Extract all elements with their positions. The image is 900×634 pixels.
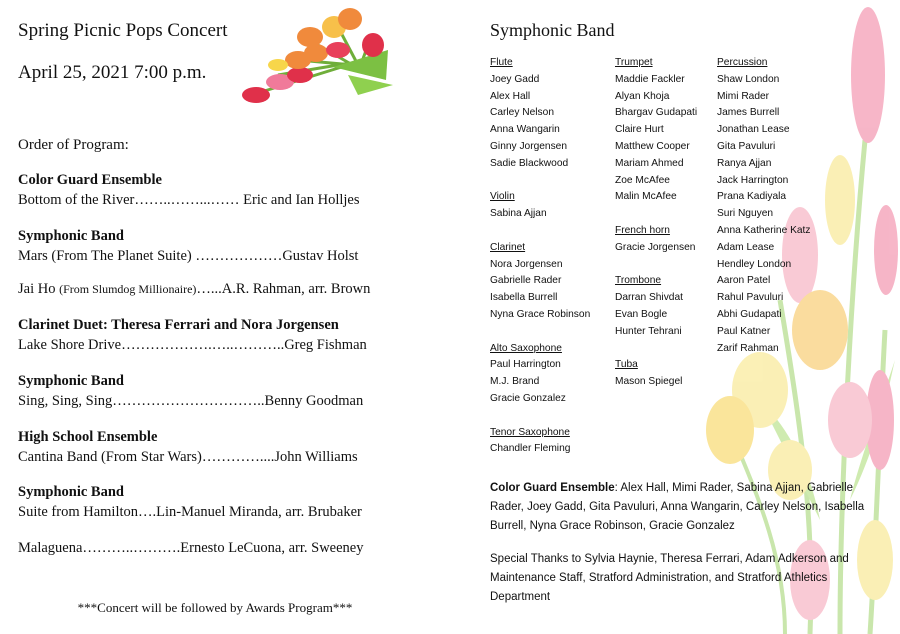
musician-name: Paul Katner <box>717 325 771 337</box>
musician-name: Suri Nguyen <box>717 208 774 220</box>
roster-page <box>460 0 900 634</box>
program-piece: Mars (From The Planet Suite) ………………Gustav Holst <box>18 248 359 264</box>
piece-composer: …...A.R. Rahman, arr. Brown <box>196 281 371 297</box>
program-item <box>18 170 360 210</box>
musician-name: Gabrielle Rader <box>490 275 562 287</box>
concert-date: April 25, 2021 7:00 p.m. <box>18 62 207 83</box>
musician-name: Paul Harrington <box>490 359 561 371</box>
order-of-program-heading: Order of Program: <box>18 137 129 153</box>
color-guard-roster <box>490 479 890 536</box>
musician-name: Hendley London <box>717 258 792 270</box>
musician-name: Ginny Jorgensen <box>490 140 568 152</box>
section-heading: Trombone <box>615 275 662 287</box>
section-heading: Percussion <box>717 57 768 68</box>
roster-column <box>615 55 697 391</box>
musician-name: Evan Bogle <box>615 308 668 320</box>
musician-name: Alyan Khoja <box>615 90 670 102</box>
color-guard-names: : Alex Hall, Mimi Rader, Sabina Ajjan, Gabrielle Rader, Joey Gadd, Gita Pavuluri, Anna Wangarin, Carley Nelson, Isabella Burrell, Nyna Grace Robinson, Gracie Gonzalez <box>490 482 865 532</box>
program-heading: High School Ensemble <box>18 429 158 445</box>
musician-name: Zoe McAfee <box>615 174 670 186</box>
musician-name: Sadie Blackwood <box>490 157 569 169</box>
program-heading: Color Guard Ensemble <box>18 172 162 188</box>
tulip-bouquet-illustration <box>238 5 398 105</box>
color-guard-label: Color Guard Ensemble <box>490 482 615 494</box>
program-piece: Suite from Hamilton….Lin-Manuel Miranda, arr. Brubaker <box>18 504 362 520</box>
musician-name: Mariam Ahmed <box>615 157 684 169</box>
musician-name: Nyna Grace Robinson <box>490 308 591 320</box>
awards-footer: ***Concert will be followed by Awards Program*** <box>77 600 353 615</box>
section-heading: Trumpet <box>615 57 653 68</box>
section-heading: Violin <box>490 191 515 203</box>
musician-name: Rahul Pavuluri <box>717 292 784 304</box>
musician-name: Prana Kadiyala <box>717 191 787 203</box>
program-piece: Bottom of the River……..……...…… Eric and Ian Holljes <box>18 192 360 208</box>
musician-name: Bhargav Gudapati <box>615 107 698 119</box>
section-heading: Tuba <box>615 359 638 371</box>
roster-column <box>490 55 590 458</box>
section-heading: Alto Saxophone <box>490 342 562 354</box>
piece-title: Jai Ho <box>18 281 60 297</box>
roster-column <box>717 55 810 357</box>
special-thanks: Special Thanks to Sylvia Haynie, Theresa Ferrari, Adam Adkerson and Maintenance Staff, Stratford Administration, and Stratford Athletics Department <box>490 553 849 603</box>
section-heading: Clarinet <box>490 241 526 253</box>
musician-name: Matthew Cooper <box>615 140 690 152</box>
program-item <box>18 371 363 411</box>
program-item <box>18 315 367 355</box>
program-piece: Lake Shore Drive……………….…..………..Greg Fishman <box>18 337 367 353</box>
musician-name: Aaron Patel <box>717 275 771 287</box>
program-heading: Symphonic Band <box>18 484 124 500</box>
musician-name: Alex Hall <box>490 90 531 102</box>
program-piece: Sing, Sing, Sing…………………………..Benny Goodman <box>18 393 364 409</box>
program-piece: Malaguena………..……….Ernesto LeCuona, arr. Sweeney <box>18 540 364 556</box>
musician-name: Gracie Jorgensen <box>615 241 696 253</box>
musician-name: Maddie Fackler <box>615 73 685 85</box>
musician-name: Nora Jorgensen <box>490 258 563 270</box>
musician-name: Joey Gadd <box>490 73 540 85</box>
musician-name: Chandler Fleming <box>490 443 571 455</box>
musician-name: Anna Wangarin <box>490 124 560 136</box>
section-heading: Tenor Saxophone <box>490 426 570 438</box>
concert-title: Spring Picnic Pops Concert <box>18 20 228 41</box>
musician-name: Mimi Rader <box>717 90 770 102</box>
program-item <box>18 427 358 467</box>
program-item <box>18 482 364 558</box>
musician-name: Carley Nelson <box>490 107 554 119</box>
program-item <box>18 226 358 266</box>
musician-name: Claire Hurt <box>615 124 664 136</box>
musician-name: Jonathan Lease <box>717 124 790 136</box>
band-roster-title: Symphonic Band <box>490 20 615 40</box>
musician-name: Mason Spiegel <box>615 376 683 388</box>
program-piece <box>18 279 370 299</box>
musician-name: Ranya Ajjan <box>717 157 772 169</box>
musician-name: Gita Pavuluri <box>717 140 776 152</box>
musician-name: Malin McAfee <box>615 191 677 203</box>
musician-name: James Burrell <box>717 107 780 119</box>
musician-name: Shaw London <box>717 73 780 85</box>
musician-name: Darran Shivdat <box>615 292 683 304</box>
musician-name: Gracie Gonzalez <box>490 392 566 404</box>
musician-name: Zarif Rahman <box>717 342 779 354</box>
musician-name: Anna Katherine Katz <box>717 224 811 236</box>
program-heading: Clarinet Duet: Theresa Ferrari and Nora Jorgensen <box>18 317 339 333</box>
musician-name: Adam Lease <box>717 241 775 253</box>
musician-name: Hunter Tehrani <box>615 325 682 337</box>
program-heading: Symphonic Band <box>18 228 124 244</box>
musician-name: Sabina Ajjan <box>490 208 547 220</box>
musician-name: Jack Harrington <box>717 174 789 186</box>
program-heading: Symphonic Band <box>18 373 124 389</box>
musician-name: Abhi Gudapati <box>717 308 782 320</box>
musician-name: Isabella Burrell <box>490 292 558 304</box>
section-heading: Flute <box>490 57 513 68</box>
section-heading: French horn <box>615 224 670 236</box>
program-item <box>18 279 370 299</box>
program-piece: Cantina Band (From Star Wars)…………....John Williams <box>18 449 358 465</box>
musician-name: M.J. Brand <box>490 376 540 388</box>
piece-subtitle: (From Slumdog Millionaire) <box>59 282 197 296</box>
